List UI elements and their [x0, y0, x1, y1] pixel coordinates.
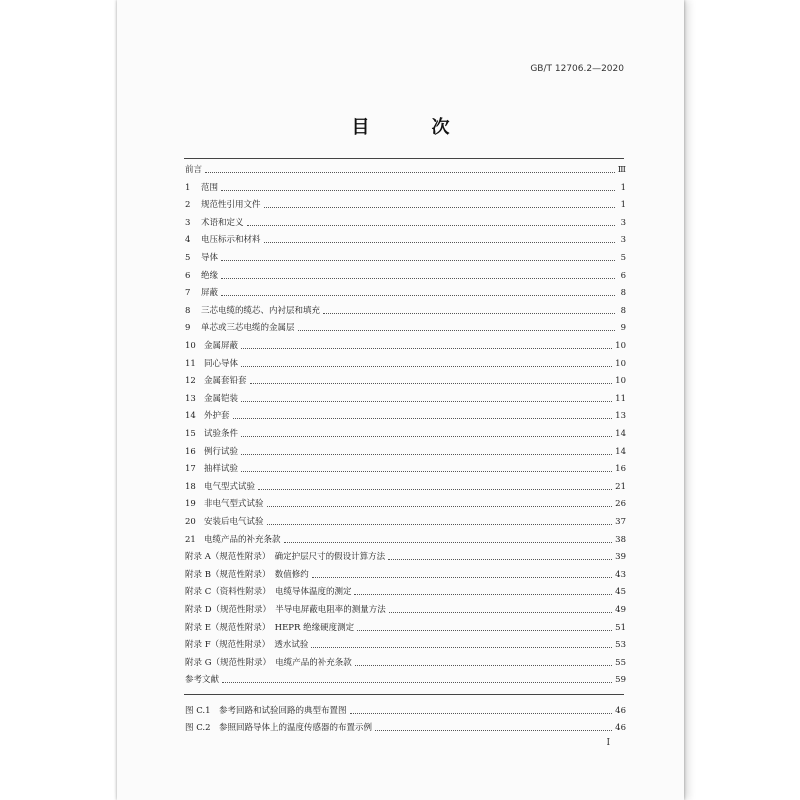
- toc-entry-number: 17: [185, 464, 196, 475]
- toc-entry-label: 参考文献: [185, 675, 220, 686]
- toc-entry[interactable]: [185, 531, 626, 549]
- toc-entry[interactable]: [185, 566, 626, 584]
- toc-entry-page: 5: [620, 253, 626, 263]
- toc-entry-label: 外护套: [204, 411, 230, 422]
- toc-entry-number: 7: [185, 288, 191, 299]
- toc-entry-label: 附录 A（规范性附录） 确定护层尺寸的假设计算方法: [185, 552, 386, 563]
- toc-entry-page: 1: [620, 182, 626, 193]
- dot-leader: [221, 189, 615, 191]
- toc-entry-label: 导体: [201, 253, 219, 263]
- dot-leader: [222, 681, 612, 683]
- toc-entry-label: 附录 D（规范性附录） 半导电屏蔽电阻率的测量方法: [185, 605, 386, 615]
- dot-leader: [241, 365, 612, 367]
- toc-entry-number: 21: [185, 534, 196, 545]
- dot-leader: [241, 453, 612, 455]
- dot-leader: [258, 488, 612, 490]
- toc-entry-label: 图 C.2 参照回路导体上的温度传感器的布置示例: [185, 723, 373, 733]
- toc-entry-label: 电缆产品的补充条款: [204, 534, 281, 545]
- toc-entry-number: 2: [185, 200, 191, 211]
- toc-entry-page: 49: [615, 605, 626, 615]
- toc-entry-number: 3: [185, 217, 191, 228]
- toc-entry[interactable]: [185, 425, 626, 443]
- toc-entry-label: 例行试验: [204, 446, 239, 457]
- toc-entry-label: 图 C.1 参考回路和试验回路的典型布置图: [185, 706, 347, 716]
- toc-entry[interactable]: [185, 548, 626, 566]
- toc-entry-number: 13: [185, 393, 196, 404]
- toc-entry-label: 抽样试验: [204, 464, 239, 475]
- toc-entry-page: 26: [615, 499, 626, 510]
- toc-entry-number: 15: [185, 429, 196, 439]
- toc-entry-page: 14: [615, 446, 626, 457]
- toc-entry[interactable]: [185, 407, 626, 425]
- toc-entry[interactable]: [185, 671, 626, 689]
- dot-leader: [298, 329, 615, 331]
- page-title: 目 次: [351, 117, 472, 138]
- toc-top-rule: [184, 158, 624, 159]
- dot-leader: [355, 664, 612, 666]
- toc-entry-number: 11: [185, 358, 196, 369]
- toc-entry-label: 电压标示和材料: [201, 235, 261, 246]
- toc-entry[interactable]: [185, 601, 626, 619]
- toc-entry-number: 19: [185, 499, 196, 510]
- toc-entry-page: 6: [620, 270, 626, 281]
- toc-entry[interactable]: [185, 636, 626, 654]
- dot-leader: [264, 241, 615, 243]
- toc-bottom-rule: [184, 694, 624, 695]
- toc-entry-page: 11: [615, 393, 626, 404]
- toc-entry[interactable]: [185, 390, 626, 408]
- toc-entry-label: 金属铠装: [204, 393, 239, 404]
- dot-leader: [323, 312, 615, 314]
- document-page: [117, 0, 684, 800]
- dot-leader: [205, 171, 615, 173]
- toc-entry-label: 附录 C（资料性附录） 电缆导体温度的测定: [185, 587, 352, 598]
- dot-leader: [241, 347, 612, 349]
- dot-leader: [241, 435, 612, 437]
- toc-entry-label: 前言: [185, 165, 203, 175]
- dot-leader: [241, 400, 612, 402]
- toc-entry[interactable]: [185, 161, 626, 179]
- toc-entry-label: 附录 B（规范性附录） 数值修约: [185, 569, 309, 580]
- toc-entry-number: 18: [185, 481, 196, 492]
- dot-leader: [221, 259, 615, 261]
- toc-entry-page: 46: [615, 706, 626, 716]
- toc-entry-number: 12: [185, 376, 196, 387]
- toc-entry-page: 10: [615, 376, 626, 387]
- toc-entry[interactable]: [185, 460, 626, 478]
- toc-entry[interactable]: [185, 302, 626, 320]
- toc-entry-number: 4: [185, 235, 191, 246]
- toc-entry[interactable]: [185, 478, 626, 496]
- toc-entry-page: 21: [615, 481, 626, 492]
- toc-entry-label: 试验条件: [204, 429, 239, 439]
- toc-entry-number: 6: [185, 270, 191, 281]
- dot-leader: [357, 629, 612, 631]
- toc-entry[interactable]: [185, 495, 626, 513]
- toc-entry[interactable]: [185, 284, 626, 302]
- toc-entry-number: 8: [185, 305, 191, 316]
- toc-entry[interactable]: [185, 179, 626, 197]
- dot-leader: [233, 417, 613, 419]
- toc-entry[interactable]: [185, 267, 626, 285]
- toc-entry-page: 45: [615, 587, 626, 598]
- toc-entry-page: 59: [615, 675, 626, 686]
- toc-entry[interactable]: [185, 654, 626, 672]
- toc-entry-number: 5: [185, 253, 191, 263]
- toc-entry-label: 单芯或三芯电缆的金属层: [201, 323, 295, 334]
- toc-entry[interactable]: [185, 443, 626, 461]
- toc-entry-label: 三芯电缆的缆芯、内衬层和填充: [201, 305, 321, 316]
- toc-entry-page: 16: [615, 464, 626, 475]
- toc-entry-number: 1: [185, 182, 191, 193]
- toc-entry-label: 电气型式试验: [204, 481, 256, 492]
- toc-entry-page: 13: [615, 411, 626, 422]
- dot-leader: [284, 541, 613, 543]
- dot-leader: [312, 576, 612, 578]
- toc-entry-page: 1: [620, 200, 626, 211]
- toc-entry-label: 同心导体: [204, 358, 239, 369]
- toc-entry-page: 39: [615, 552, 626, 563]
- toc-entry-label: 非电气型式试验: [204, 499, 264, 510]
- toc-entry[interactable]: [185, 372, 626, 390]
- dot-leader: [267, 523, 613, 525]
- dot-leader: [354, 593, 612, 595]
- toc-entry-page: 9: [620, 323, 626, 334]
- toc-entry-number: 14: [185, 411, 196, 422]
- dot-leader: [350, 712, 613, 714]
- toc-entry-number: 20: [185, 517, 196, 527]
- toc-entry-number: 16: [185, 446, 196, 457]
- toc-entry[interactable]: [185, 702, 626, 720]
- dot-leader: [389, 611, 612, 613]
- dot-leader: [221, 294, 615, 296]
- toc-entry-number: 10: [185, 341, 196, 351]
- toc-entry-page: Ⅲ: [617, 165, 626, 175]
- toc-entry[interactable]: [185, 619, 626, 637]
- dot-leader: [241, 470, 612, 472]
- toc-entry-label: 附录 G（规范性附录） 电缆产品的补充条款: [185, 657, 352, 668]
- toc-entry-label: 安装后电气试验: [204, 517, 264, 527]
- toc-entry-label: 附录 F（规范性附录） 透水试验: [185, 640, 309, 651]
- toc-entry-page: 46: [615, 723, 626, 733]
- dot-leader: [250, 382, 613, 384]
- toc-entry-page: 8: [620, 305, 626, 316]
- toc-entry[interactable]: [185, 231, 626, 249]
- toc-entry[interactable]: [185, 583, 626, 601]
- toc-entry-page: 10: [615, 358, 626, 369]
- toc-entry-page: 51: [615, 622, 626, 633]
- toc-entry-page: 37: [615, 517, 626, 527]
- dot-leader: [247, 224, 615, 226]
- toc-entry-label: 金属屏蔽: [204, 341, 239, 351]
- toc-entry-number: 9: [185, 323, 191, 334]
- toc-entry-label: 术语和定义: [201, 217, 244, 228]
- dot-leader: [311, 646, 612, 648]
- toc-entry-label: 屏蔽: [201, 288, 219, 299]
- toc-entry-page: 43: [615, 569, 626, 580]
- dot-leader: [267, 505, 613, 507]
- toc-entry-page: 10: [615, 341, 626, 351]
- toc-entry-page: 3: [620, 235, 626, 246]
- standard-code: GB/T 12706.2—2020: [530, 64, 624, 74]
- toc-entry-label: 附录 E（规范性附录） HEPR 绝缘硬度测定: [185, 622, 355, 633]
- toc-entry[interactable]: [185, 513, 626, 531]
- toc-entry[interactable]: [185, 319, 626, 337]
- toc-entry-label: 范围: [201, 182, 219, 193]
- toc-entry[interactable]: [185, 196, 626, 214]
- toc-entry[interactable]: [185, 249, 626, 267]
- toc-entry-page: 38: [615, 534, 626, 545]
- dot-leader: [264, 206, 615, 208]
- toc-entry-page: 53: [615, 640, 626, 651]
- dot-leader: [221, 277, 615, 279]
- toc-entry-label: 绝缘: [201, 270, 219, 281]
- toc-entry-label: 规范性引用文件: [201, 200, 261, 211]
- toc-entry-page: 14: [615, 429, 626, 439]
- toc-entry[interactable]: [185, 214, 626, 232]
- toc-entry[interactable]: [185, 337, 626, 355]
- toc-entry-label: 金属套铅套: [204, 376, 247, 387]
- page-number: I: [606, 738, 610, 748]
- toc-entry-page: 8: [620, 288, 626, 299]
- toc-entry-page: 55: [615, 657, 626, 668]
- toc-entry-page: 3: [620, 217, 626, 228]
- dot-leader: [375, 729, 612, 731]
- dot-leader: [388, 558, 612, 560]
- toc-entry[interactable]: [185, 355, 626, 373]
- toc-entry[interactable]: [185, 719, 626, 737]
